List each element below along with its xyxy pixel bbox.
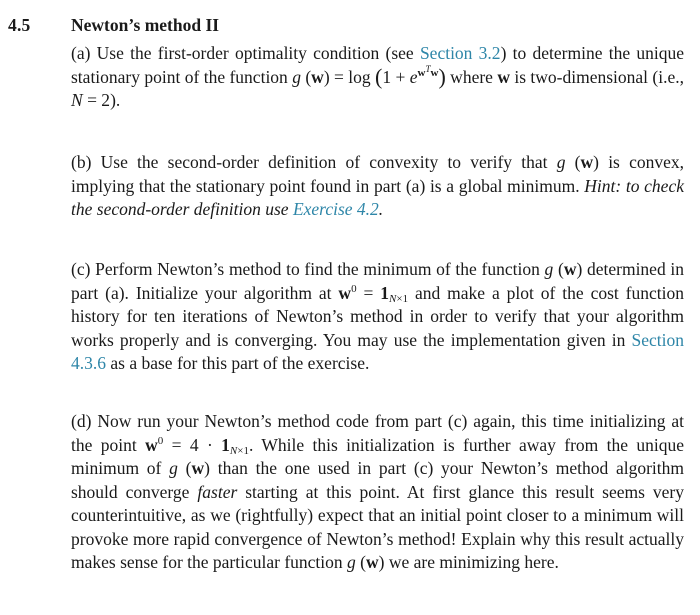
part-d-paragraph: (d) Now run your Newton’s method code from part (c) again, this time initializing at the point $w^0 = 4 \cdot 1_{N\times 1}$. While this initialization is further away from the unique minimum of g (w) than the one used in part (c) your Newton’s method algorithm should converge faster starting at this point. At first glance this result seems very counterintuitive, as we (rightfully) expect that an initial point closer to a minimum will provoke more rapid convergence of Newton’s method! Explain why this result actually makes sense for the particular function g (w) we are minimizing here. bbox=[71, 411, 685, 572]
section-4-3-6-link[interactable]: Section 4.3.6 bbox=[71, 329, 684, 373]
exercise-title: Newton’s method II bbox=[71, 15, 220, 35]
section-3-2-link[interactable]: Section 3.2 bbox=[419, 43, 501, 63]
part-c-paragraph: (c) Perform Newton’s method to find the minimum of the function g (w) determined in part (a). Initialize your algorithm at $w^0 = 1_{N\times 1}$ and make a plot of the cost function history for ten iterations of Newton’s method in order to verify that your algorithm works properly and is converging. You may use the implementation given in Section 4.3.6 as a base for this part of the exercise. bbox=[71, 259, 685, 373]
part-b-paragraph: (b) Use the second-order definition of convexity to verify that g (w) is convex, implying that the stationary point found in part (a) is a global minimum. Hint: to check the second-order definition use Exercise 4.2. bbox=[71, 152, 684, 219]
exercise-4-2-link[interactable]: Exercise 4.2 bbox=[292, 199, 379, 219]
part-a-paragraph: (a) Use the first-order optimality condition (see Section 3.2) to determine the unique stationary point of the function g $(w) = \log (1 + e^{w^Tw})$ where w is two-dimensional (i.e., N = 2). bbox=[71, 43, 685, 110]
exercise-number: 4.5 bbox=[8, 15, 31, 35]
